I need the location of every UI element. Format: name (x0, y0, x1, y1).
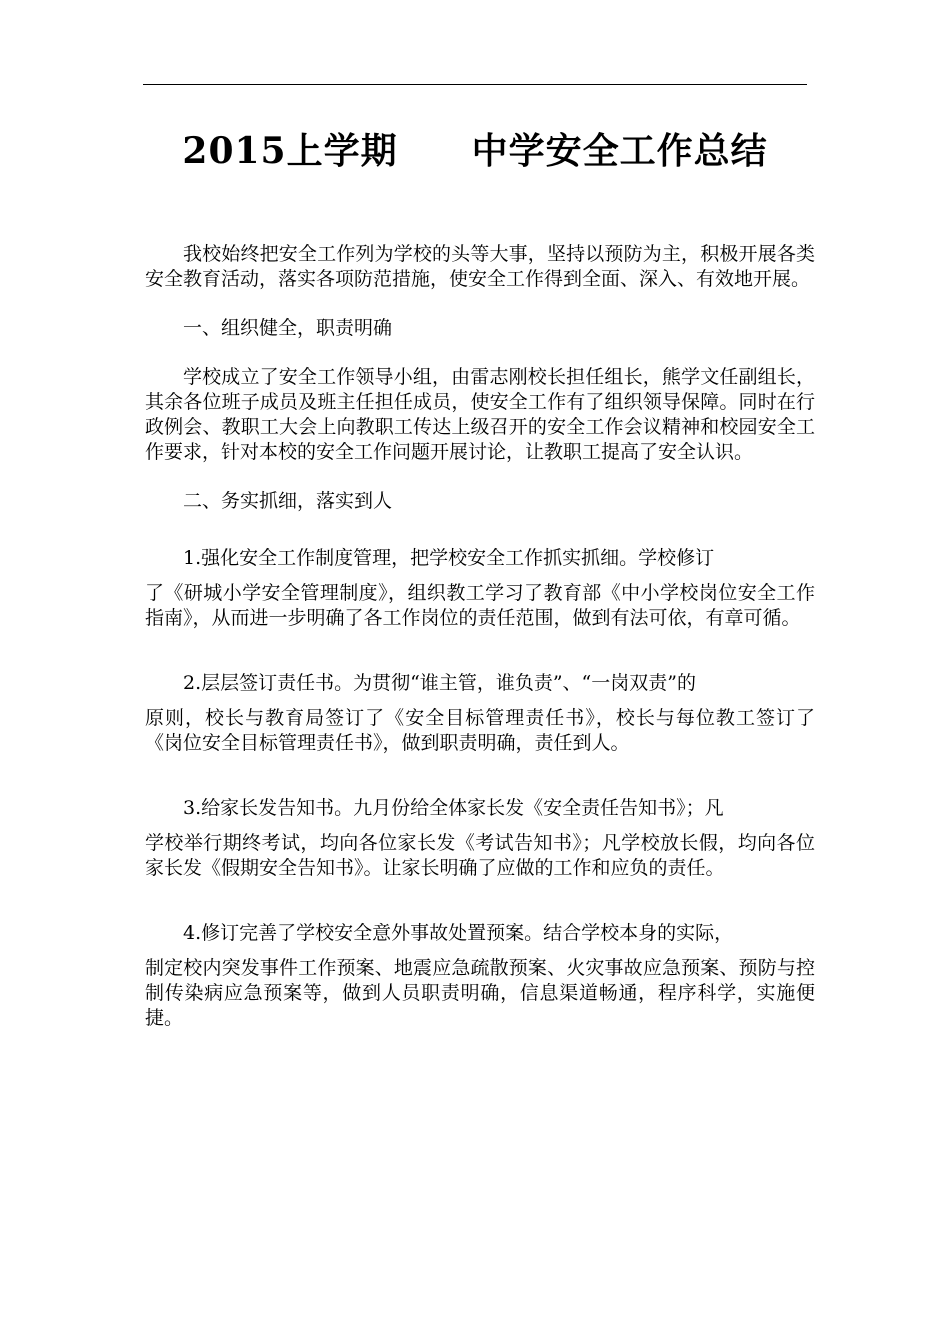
list-item-lead: 4.修订完善了学校安全意外事故处置预案。结合学校本身的实际， (183, 922, 734, 944)
document-body (145, 242, 815, 1031)
list-item (145, 546, 815, 631)
list-item-body: 原则，校长与教育局签订了《安全目标管理责任书》，校长与每位教工签订了《岗位安全目标管理责任书》，做到职责明确，责任到人。 (145, 707, 815, 754)
section-heading-2: 二、务实抓细，落实到人 (183, 490, 393, 512)
list-item (145, 796, 815, 881)
intro-paragraph: 我校始终把安全工作列为学校的头等大事，坚持以预防为主，积极开展各类安全教育活动，落实各项防范措施，使安全工作得到全面、深入、有效地开展。 (145, 243, 815, 290)
list-item (145, 921, 815, 1031)
document-title: 2015上学期 中学安全工作总结 (182, 130, 768, 172)
section-heading-1: 一、组织健全，职责明确 (183, 317, 393, 339)
section-1-paragraph: 学校成立了安全工作领导小组，由雷志刚校长担任组长，熊学文任副组长，其余各位班子成员及班主任担任成员，使安全工作有了组织领导保障。同时在行政例会、教职工大会上向教职工传达上级召开的安全工作会议精神和校园安全工作要求，针对本校的安全工作问题开展讨论，让教职工提高了安全认识。 (145, 366, 815, 463)
list-item-lead: 1.强化安全工作制度管理，把学校安全工作抓实抓细。学校修订 (183, 547, 715, 569)
header-rule (143, 84, 807, 85)
list-item-lead: 3.给家长发告知书。九月份给全体家长发《安全责任告知书》；凡 (183, 797, 724, 819)
list-item (145, 671, 815, 756)
list-item-lead: 2.层层签订责任书。为贯彻“谁主管，谁负责”、“一岗双责”的 (183, 672, 696, 694)
list-item-body: 了《研城小学安全管理制度》，组织教工学习了教育部《中小学校岗位安全工作指南》，从而进一步明确了各工作岗位的责任范围，做到有法可依，有章可循。 (145, 582, 815, 629)
list-item-body: 学校举行期终考试，均向各位家长发《考试告知书》；凡学校放长假，均向各位家长发《假期安全告知书》。让家长明确了应做的工作和应负的责任。 (145, 832, 815, 879)
list-item-body: 制定校内突发事件工作预案、地震应急疏散预案、火灾事故应急预案、预防与控制传染病应急预案等，做到人员职责明确，信息渠道畅通，程序科学，实施便捷。 (145, 957, 815, 1029)
